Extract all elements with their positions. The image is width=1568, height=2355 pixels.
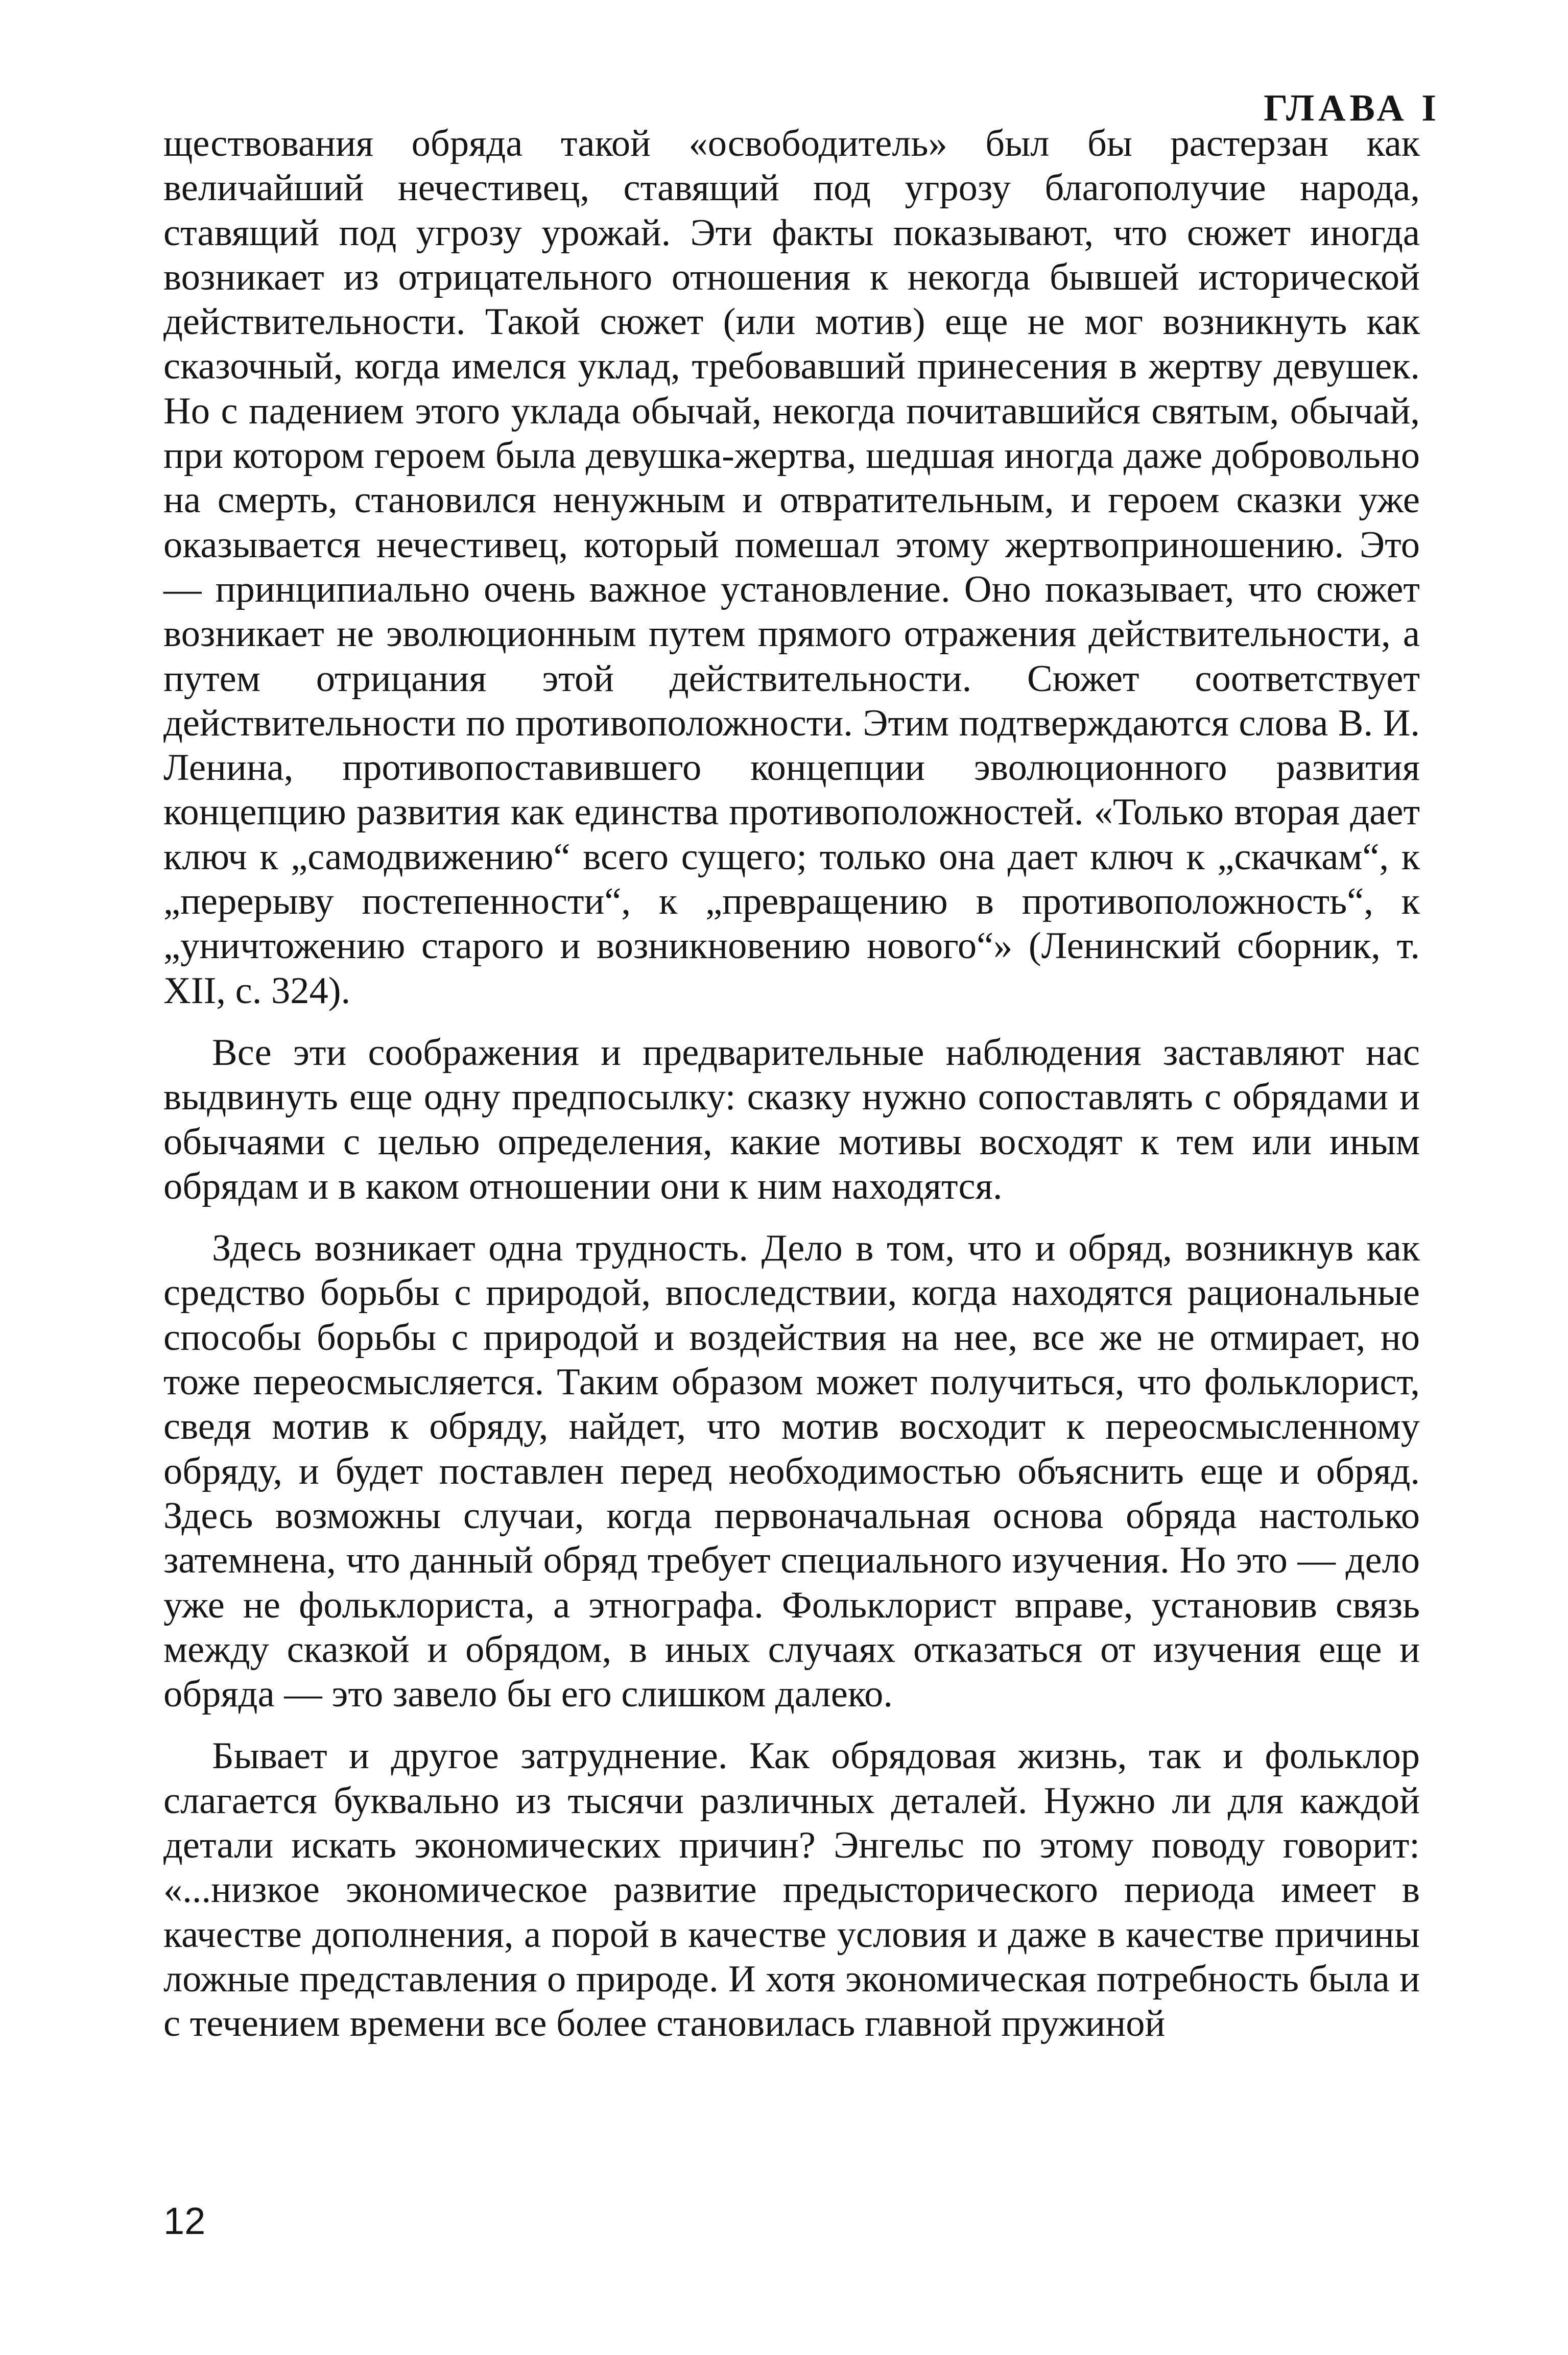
paragraph-2: Все эти соображения и предварительные наблюдения заставляют нас выдвинуть еще одну предпосылку: сказку нужно сопоставлять с обрядами и обычаями с целью определения, какие мотивы восходят к тем или иным обрядам и в каком отношении они к ним находятся. bbox=[163, 1031, 1420, 1207]
paragraph-4: Бывает и другое затруднение. Как обрядовая жизнь, так и фольклор слагается буквально из тысячи различных деталей. Нужно ли для каждой детали искать экономических причин? Энгельс по этому поводу говорит: «...низкое экономическое развитие предысторического периода имеет в качестве дополнения, а порой в качестве условия и даже в качестве причины ложные представления о природе. И хотя экономическая потребность была и с течением времени все более становилась главной пружиной bbox=[163, 1735, 1420, 2045]
paragraph-3: Здесь возникает одна трудность. Дело в том, что и обряд, возникнув как средство борьбы с природой, впоследствии, когда находятся рациональные способы борьбы с природой и воздействия на нее, все же не отмирает, но тоже переосмысляется. Таким образом может получиться, что фольклорист, сведя мотив к обряду, найдет, что мотив восходит к переосмысленному обряду, и будет поставлен перед необходимостью объяснить еще и обряд. Здесь возможны случаи, когда первоначальная основа обряда настолько затемнена, что данный обряд требует специального изучения. Но это — дело уже не фольклориста, а этнографа. Фольклорист вправе, установив связь между сказкой и обрядом, в иных случаях отказаться от изучения еще и обряда — это завело бы его слишком далеко. bbox=[163, 1227, 1420, 1716]
body-text bbox=[163, 122, 1420, 2046]
running-head: ГЛАВА I bbox=[1264, 87, 1440, 129]
page-number: 12 bbox=[163, 2200, 206, 2242]
paragraph-1: ществования обряда такой «освободитель» был бы растерзан как величайший нечестивец, ставящий под угрозу благополучие народа, ставящий под угрозу урожай. Эти факты показывают, что сюжет иногда возникает из отрицательного отношения к некогда бывшей исторической действительности. Такой сюжет (или мотив) еще не мог возникнуть как сказочный, когда имелся уклад, требовавший принесения в жертву девушек. Но с падением этого уклада обычай, некогда почитавшийся святым, обычай, при котором героем была девушка-жертва, шедшая иногда даже добровольно на смерть, становился ненужным и отвратительным, и героем сказки уже оказывается нечестивец, который помешал этому жертвоприношению. Это — принципиально очень важное установление. Оно показывает, что сюжет возникает не эволюционным путем прямого отражения действительности, а путем отрицания этой действительности. Сюжет соответствует действительности по противоположности. Этим подтверждаются слова В. И. Ленина, противопоставившего концепции эволюционного развития концепцию развития как единства противоположностей. «Только вторая дает ключ к „самодвижению“ всего сущего; только она дает ключ к „скачкам“, к „перерыву постепенности“, к „превращению в противоположность“, к „уничтожению старого и возникновению нового“» (Ленинский сборник, т. XII, с. 324). bbox=[163, 123, 1420, 1012]
